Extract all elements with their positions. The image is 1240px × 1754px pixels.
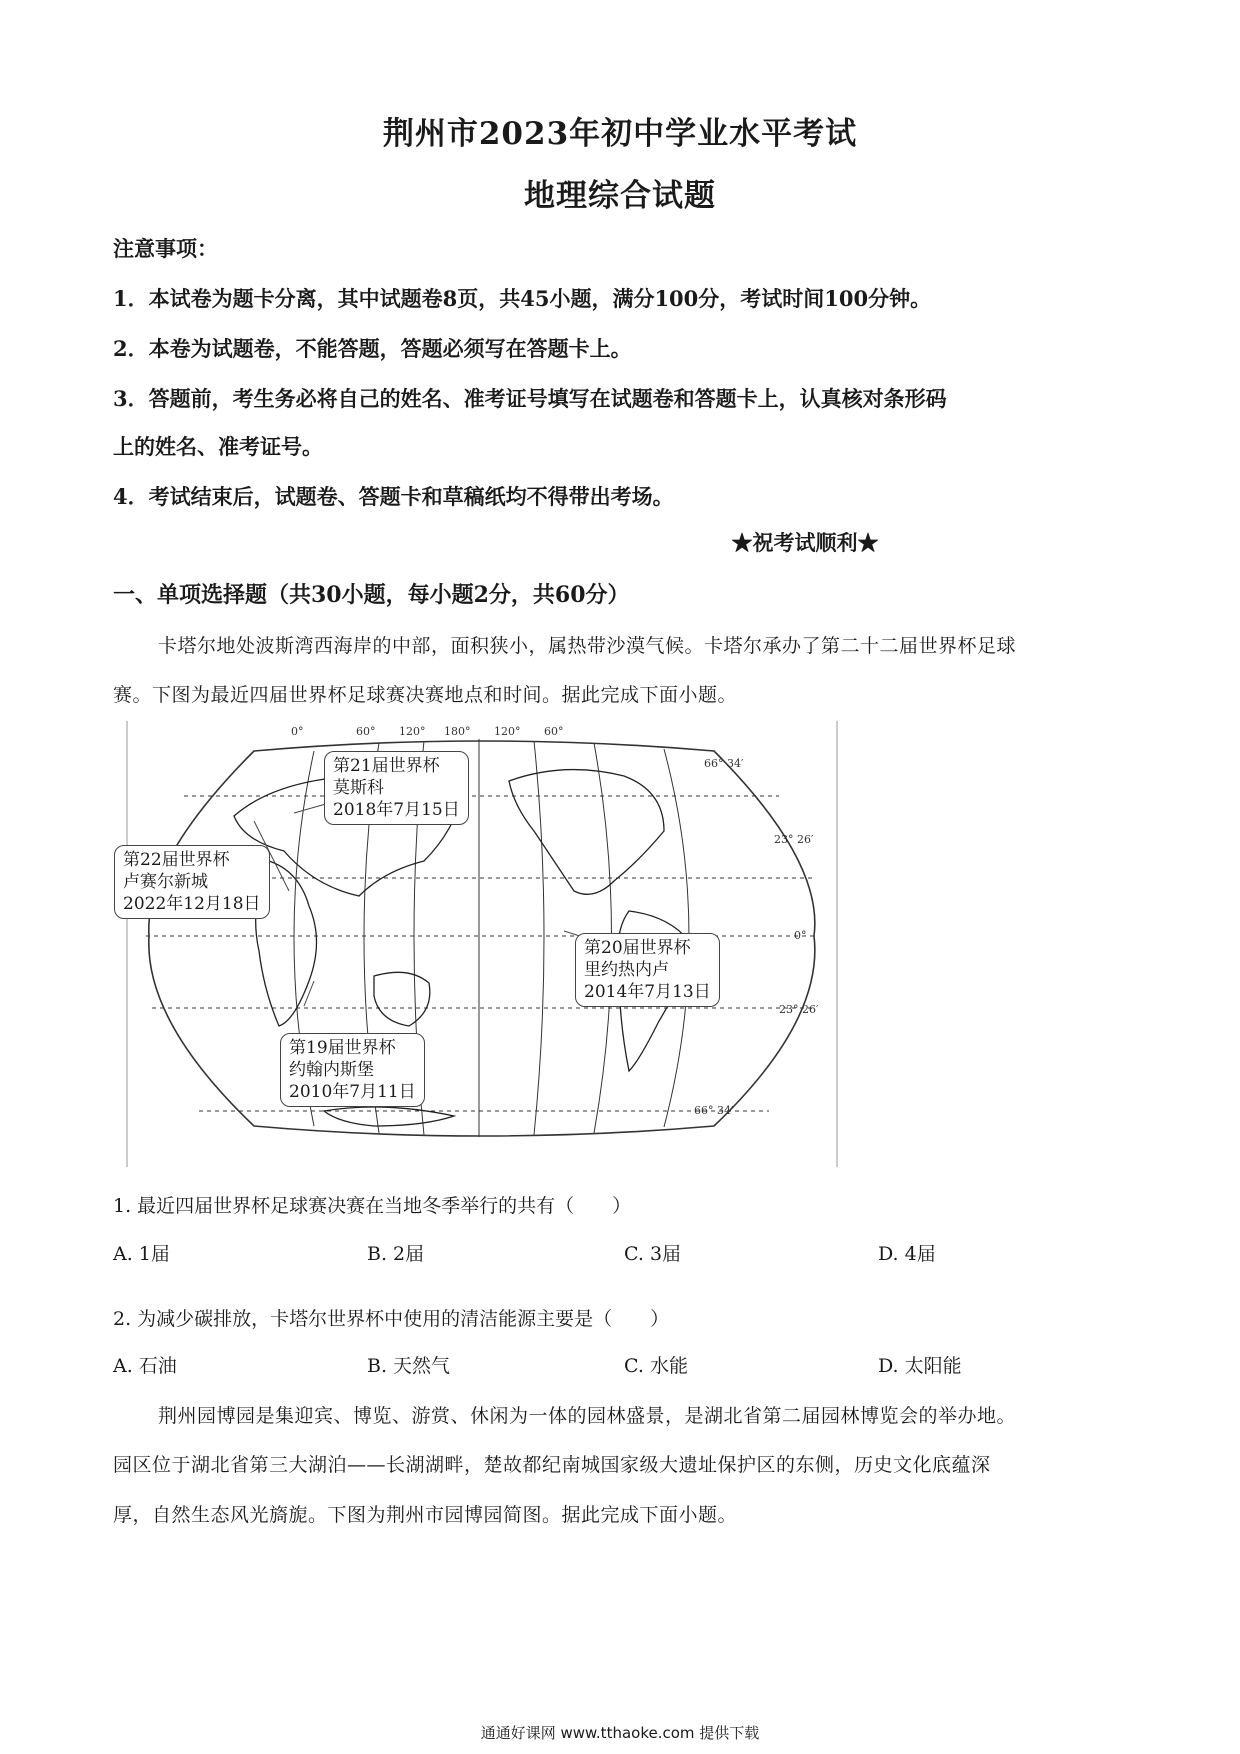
callout-johannesburg <box>280 1033 425 1107</box>
latitude-label: 0° <box>794 929 807 942</box>
callout-line: 第20届世界杯 <box>584 938 691 958</box>
latitude-label: 23° 26′ <box>779 1003 819 1016</box>
callout-line: 卢赛尔新城 <box>123 872 208 892</box>
callout-line: 第21届世界杯 <box>333 756 440 776</box>
intro-line: 赛。下图为最近四届世界杯足球赛决赛地点和时间。据此完成下面小题。 <box>113 684 738 706</box>
option-a: A. 1届 <box>113 1243 170 1265</box>
notice-item: 4．考试结束后，试题卷、答题卡和草稿纸均不得带出考场。 <box>113 484 674 509</box>
option-b: B. 天然气 <box>367 1355 451 1377</box>
exam-title: 荆州市2023年初中学业水平考试 <box>382 116 858 152</box>
world-cup-map <box>124 721 840 1167</box>
callout-line: 2010年7月11日 <box>289 1082 416 1102</box>
world-map-graphic <box>124 721 840 1167</box>
notice-item: 1．本试卷为题卡分离，其中试题卷8页，共45小题，满分100分，考试时间100分钟。 <box>113 286 932 311</box>
callout-lusail <box>114 845 270 919</box>
option-a: A. 石油 <box>113 1355 177 1377</box>
notice-item: 2．本卷为试题卷，不能答题，答题必须写在答题卡上。 <box>113 336 632 361</box>
notice-item: 上的姓名、准考证号。 <box>113 434 323 459</box>
question-stem: 1. 最近四届世界杯足球赛决赛在当地冬季举行的共有（ ） <box>113 1195 632 1217</box>
blessing-text: ★祝考试顺利★ <box>731 530 879 555</box>
longitude-label: 0° <box>291 725 304 738</box>
callout-moscow <box>324 751 469 825</box>
notice-heading: 注意事项： <box>113 236 218 261</box>
section-heading: 一、单项选择题（共30小题，每小题2分，共60分） <box>113 582 630 608</box>
callout-line: 约翰内斯堡 <box>289 1060 374 1080</box>
option-b: B. 2届 <box>367 1243 425 1265</box>
passage-line: 荆州园博园是集迎宾、博览、游赏、休闲为一体的园林盛景，是湖北省第二届园林博览会的举办地。 <box>158 1405 1017 1427</box>
option-c: C. 3届 <box>624 1243 682 1265</box>
intro-line: 卡塔尔地处波斯湾西海岸的中部，面积狭小，属热带沙漠气候。卡塔尔承办了第二十二届世界杯足球 <box>158 635 1017 657</box>
option-d: D. 4届 <box>878 1243 936 1265</box>
question-stem: 2. 为减少碳排放，卡塔尔世界杯中使用的清洁能源主要是（ ） <box>113 1308 670 1330</box>
callout-line: 2014年7月13日 <box>584 982 711 1002</box>
latitude-label: 66° 34′ <box>694 1104 734 1117</box>
latitude-label: 23° 26′ <box>774 833 814 846</box>
option-d: D. 太阳能 <box>878 1355 962 1377</box>
callout-line: 2022年12月18日 <box>123 894 261 914</box>
passage-line: 园区位于湖北省第三大湖泊——长湖湖畔，楚故都纪南城国家级大遗址保护区的东侧，历史文化底蕴深 <box>113 1454 991 1476</box>
callout-line: 第19届世界杯 <box>289 1038 396 1058</box>
exam-subtitle: 地理综合试题 <box>524 178 716 214</box>
longitude-label: 120° <box>399 725 426 738</box>
longitude-label: 60° <box>544 725 564 738</box>
notice-item: 3．答题前，考生务必将自己的姓名、准考证号填写在试题卷和答题卡上，认真核对条形码 <box>113 386 947 411</box>
latitude-label: 66° 34′ <box>704 757 744 770</box>
passage-line: 厚，自然生态风光旖旎。下图为荆州市园博园简图。据此完成下面小题。 <box>113 1504 738 1526</box>
callout-rio <box>575 933 720 1007</box>
callout-line: 莫斯科 <box>333 778 384 798</box>
footer-text: 通通好课网 www.tthaoke.com 提供下载 <box>480 1724 760 1742</box>
callout-line: 里约热内卢 <box>584 960 669 980</box>
longitude-label: 60° <box>356 725 376 738</box>
longitude-label: 120° <box>494 725 521 738</box>
callout-line: 第22届世界杯 <box>123 850 230 870</box>
longitude-label: 180° <box>444 725 471 738</box>
callout-line: 2018年7月15日 <box>333 800 460 820</box>
option-c: C. 水能 <box>624 1355 688 1377</box>
